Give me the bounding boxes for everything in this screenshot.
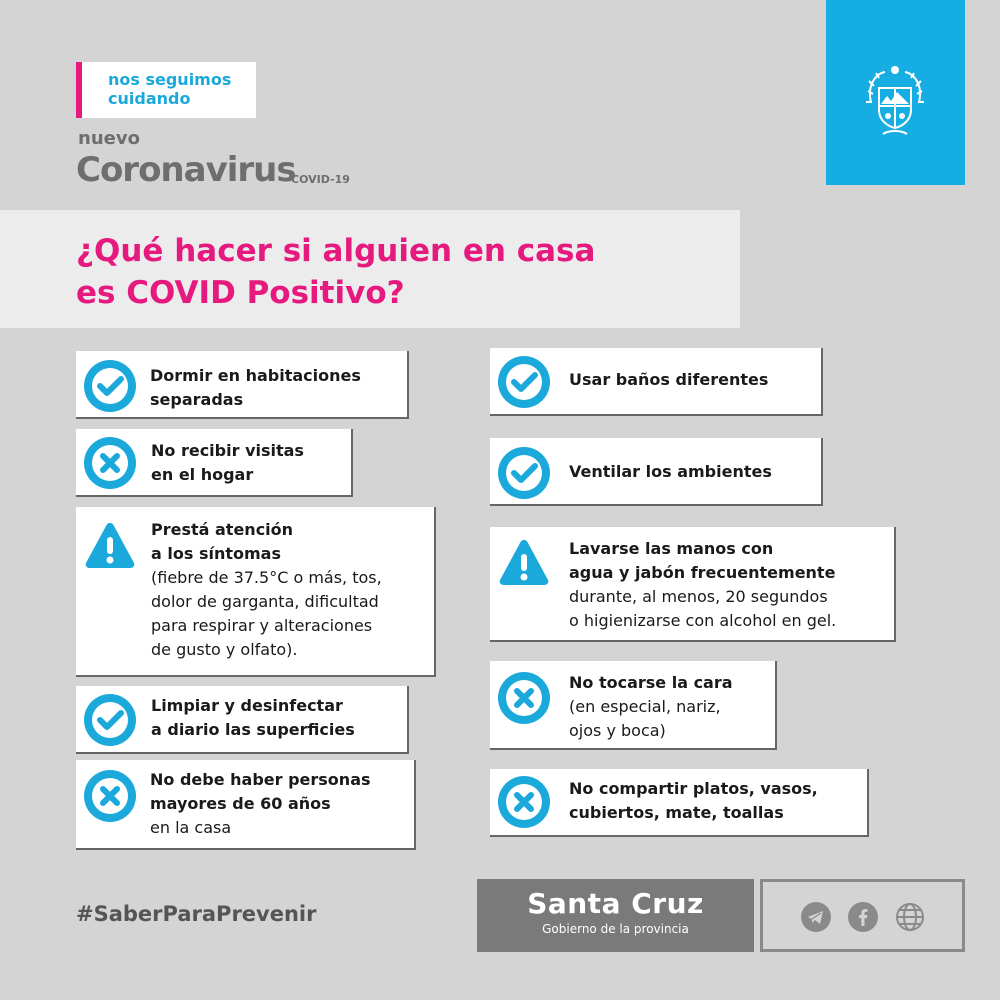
card-compartir-line1: No compartir platos, vasos, bbox=[569, 779, 818, 798]
card-sintomas-line2: a los síntomas bbox=[151, 544, 281, 563]
province-crest-icon bbox=[861, 64, 929, 140]
warning-icon bbox=[84, 519, 136, 571]
card-limpiar-line2: a diario las superficies bbox=[151, 720, 355, 739]
tagline-line2: cuidando bbox=[108, 89, 191, 108]
check-icon bbox=[84, 694, 136, 746]
facebook-icon[interactable] bbox=[848, 902, 878, 932]
telegram-icon[interactable] bbox=[801, 902, 831, 932]
card-manos-line2: agua y jabón frecuentemente bbox=[569, 563, 836, 582]
card-cara-line1: No tocarse la cara bbox=[569, 673, 733, 692]
cross-icon bbox=[498, 672, 550, 724]
card-ventilar-line1: Ventilar los ambientes bbox=[569, 462, 772, 481]
card-dormir-line1: Dormir en habitaciones bbox=[150, 366, 361, 385]
card-visitas bbox=[76, 429, 353, 497]
card-dormir-line2: separadas bbox=[150, 390, 244, 409]
title-band bbox=[0, 210, 740, 328]
card-manos-detail1: durante, al menos, 20 segundos bbox=[569, 587, 828, 606]
card-sintomas-detail3: para respirar y alteraciones bbox=[151, 616, 373, 635]
card-sintomas-line1: Prestá atención bbox=[151, 520, 294, 539]
card-mayores-detail1: en la casa bbox=[150, 818, 232, 837]
warning-icon bbox=[498, 536, 550, 588]
card-sintomas bbox=[76, 507, 436, 677]
card-sintomas-detail4: de gusto y olfato). bbox=[151, 640, 298, 659]
card-mayores bbox=[76, 760, 416, 850]
card-banos bbox=[490, 348, 823, 416]
card-ventilar bbox=[490, 438, 823, 506]
cross-icon bbox=[84, 770, 136, 822]
card-dormir bbox=[76, 351, 409, 419]
card-manos bbox=[490, 527, 896, 642]
check-icon bbox=[84, 360, 136, 412]
card-manos-line1: Lavarse las manos con bbox=[569, 539, 774, 558]
card-limpiar-line1: Limpiar y desinfectar bbox=[151, 696, 343, 715]
check-icon bbox=[498, 447, 550, 499]
card-mayores-line1: No debe haber personas bbox=[150, 770, 371, 789]
card-visitas-line1: No recibir visitas bbox=[151, 441, 304, 460]
card-limpiar bbox=[76, 686, 409, 754]
brand-box bbox=[477, 879, 754, 952]
card-sintomas-detail1: (fiebre de 37.5°C o más, tos, bbox=[151, 568, 382, 587]
card-mayores-line2: mayores de 60 años bbox=[150, 794, 331, 813]
tagline-box bbox=[76, 62, 256, 118]
card-cara-detail2: ojos y boca) bbox=[569, 721, 666, 740]
card-cara-detail1: (en especial, nariz, bbox=[569, 697, 721, 716]
header-coronavirus: Coronavirus bbox=[76, 150, 296, 190]
card-compartir-line2: cubiertos, mate, toallas bbox=[569, 803, 784, 822]
card-visitas-line2: en el hogar bbox=[151, 465, 254, 484]
cross-icon bbox=[498, 776, 550, 828]
card-cara bbox=[490, 661, 777, 750]
cross-icon bbox=[84, 437, 136, 489]
page-title-line2: es COVID Positivo? bbox=[76, 275, 405, 311]
card-sintomas-detail2: dolor de garganta, dificultad bbox=[151, 592, 379, 611]
globe-icon[interactable] bbox=[895, 902, 925, 932]
card-banos-line1: Usar baños diferentes bbox=[569, 370, 769, 389]
page-title-line1: ¿Qué hacer si alguien en casa bbox=[76, 233, 596, 269]
header-nuevo: nuevo bbox=[78, 128, 140, 149]
social-links bbox=[760, 879, 965, 952]
header-covid: COVID-19 bbox=[291, 173, 350, 186]
hashtag: #SaberParaPrevenir bbox=[76, 902, 317, 926]
crest-panel bbox=[826, 0, 965, 185]
card-compartir bbox=[490, 769, 869, 837]
check-icon bbox=[498, 356, 550, 408]
brand-name: Santa Cruz bbox=[527, 887, 704, 920]
card-manos-detail2: o higienizarse con alcohol en gel. bbox=[569, 611, 837, 630]
brand-subtitle: Gobierno de la provincia bbox=[542, 922, 689, 936]
tagline-line1: nos seguimos bbox=[108, 70, 232, 89]
